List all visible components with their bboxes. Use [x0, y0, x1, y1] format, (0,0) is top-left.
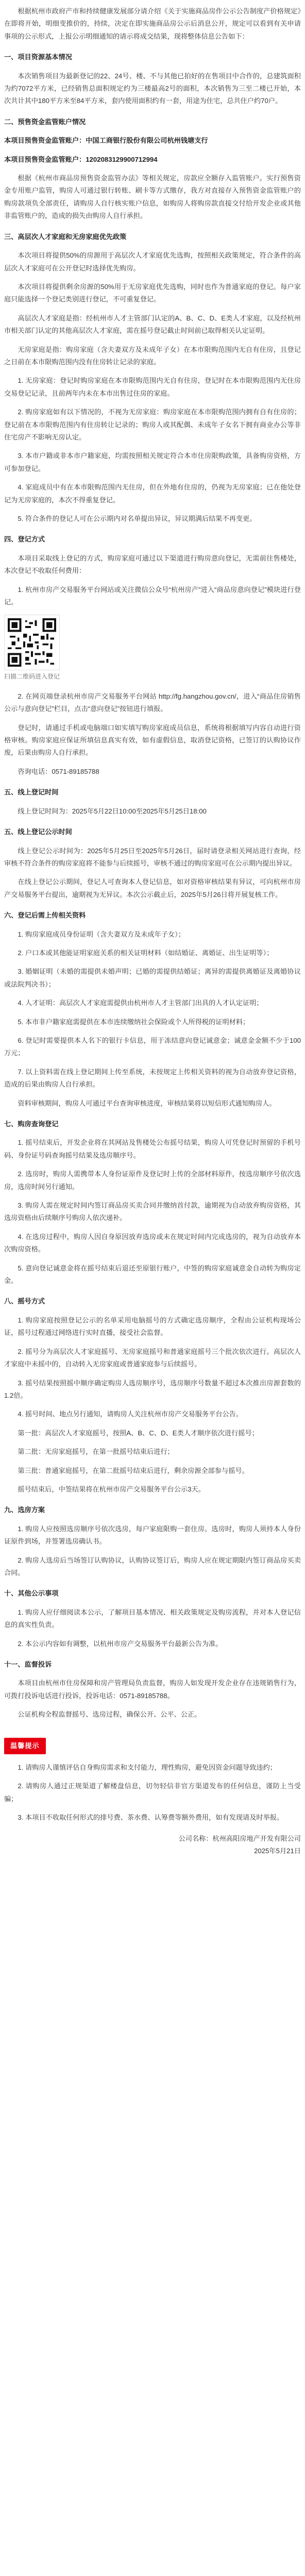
section-title-11: 十一、监督投诉: [4, 1660, 52, 1668]
section-title-9: 九、选房方案: [4, 1506, 45, 1514]
section-8-paragraph-6: 第二批：无房家庭摇号，在第一批摇号结束后进行；: [18, 1448, 174, 1456]
warning-paragraph-1: 1. 请购房人谨慎评估自身购房需求和支付能力，理性购房，避免因资金问题导致违约；: [18, 1764, 277, 1772]
section-3-paragraph-8: 4. 家庭成员中有在本市限购范围内无住房，但在外地有住房的，仍视为无房家庭；已在他处登记为无房家庭的，本次不得重复登记。: [4, 483, 301, 504]
section-6-paragraph-5: 5. 本市非户籍家庭需提供在本市连续缴纳社会保险或个人所得税的证明材料；: [18, 1018, 250, 1026]
section-9-paragraph-2: 2. 购房人选房后当场签订认购协议，认购协议签订后，购房人应在规定期限内签订商品房买卖合同。: [4, 1556, 301, 1577]
section-6-paragraph-7: 7. 以上资料需在线上登记期间上传至系统，未按规定上传相关资料的视为自动放弃登记资格，造成的后果由购房人自行承担。: [4, 1067, 301, 1089]
section-title-5b: 五、线上登记公示时间: [4, 828, 72, 836]
footer-company: 公司名称：杭州高阳房地产开发有限公司: [178, 1834, 301, 1842]
section-3-paragraph-4: 无房家庭是指：购房家庭（含夫妻双方及未成年子女）在本市限购范围内无自有住房，且登记之日前在本市限购范围内没有住房转让记录的家庭。: [4, 345, 301, 366]
section-7-paragraph-1: 1. 摇号结束后，开发企业将在其网站及售楼处公布摇号结果，购房人可凭登记时预留的手机号码、身份证号码查询摇号结果及选房顺序号。: [4, 1139, 301, 1159]
section-10-paragraph-1: 1. 购房人应仔细阅读本公示，了解项目基本情况、相关政策规定及购房流程，并对本人登记信息的真实性负责。: [4, 1608, 301, 1629]
section-title-5: 五、线上登记时间: [4, 788, 59, 796]
section-5-paragraph-3: 在线上登记公示期间，登记人可查询本人登记信息，如对资格审核结果有异议，可向杭州市房产交易服务平台提出，逾期视为无异议。本次公示截止后，2025年5月26日将开展复核工作。: [4, 878, 301, 899]
section-3-paragraph-2: 本次项目将提供剩余房源的50%用于无房家庭优先选购，同时也作为普通家庭的登记。每户家庭只能选择一个登记类别进行登记，不可重复登记。: [4, 282, 301, 303]
section-8-paragraph-8: 摇号结束后，中签结果将在杭州市房产交易服务平台公示3天。: [18, 1485, 205, 1493]
qr-code-icon[interactable]: [4, 615, 60, 670]
section-8-paragraph-1: 1. 购房家庭按照登记公示的名单采用电脑摇号的方式确定选房顺序，全程由公证机构现场公证，摇号过程通过网络进行实时直播，接受社会监督。: [4, 1316, 301, 1337]
registration-qr-block: [4, 615, 301, 683]
section-6-paragraph-3: 3. 婚姻证明（未婚的需提供未婚声明；已婚的需提供结婚证；离异的需提供离婚证及离婚协议或法院判决书）；: [4, 968, 301, 988]
warning-paragraph-3: 3. 本项目不收取任何形式的排号费、茶水费、认筹费等额外费用，如有发现请及时举报。: [18, 1814, 284, 1822]
section-11-paragraph-1: 本项目由杭州市住房保障和房产管理局负责监督，购房人如发现开发企业存在违规销售行为，可拨打投诉电话进行投诉，投诉电话：0571-89185788。: [4, 1679, 301, 1700]
section-4-paragraph-5: 咨询电话：0571-89185788: [18, 767, 99, 775]
footer-signature: [4, 1833, 301, 1857]
section-6-paragraph-6: 6. 登记时需要提供本人名下的银行卡信息，用于冻结意向登记诚意金；诚意金金额不少于100万元；: [4, 1036, 301, 1057]
section-3-paragraph-9: 5. 符合条件的登记人可在公示期内对名单提出异议，异议期满后结果不再变更。: [18, 515, 257, 522]
section-2-paragraph: 根据《杭州市商品房预售资金监管办法》等相关规定，房款应全额存入监管账户。实行预售资金专用账户监管，购房人可通过银行转账、刷卡等方式缴存，我方对直接存入预售资金监管账户的购房款项负全部责任，请购房人自行核实账户信息，如购房人将购房款直接交付给开发企业或其他非监管账户的，造成的损失由购房人自行承担。: [4, 174, 301, 220]
section-5-paragraph-2: 线上登记公示时间为：2025年5月25日至2025年5月26日，届时请登录相关网站进行查询，经审核不符合条件的购房家庭将不能参与后续摇号，审核不通过的购房家庭可在公示期内提出异议。: [4, 846, 301, 867]
section-7-paragraph-3: 3. 购房人需在规定时间内签订商品房买卖合同并缴纳首付款，逾期视为自动放弃购房资格，其选房资格由后续顺序号购房人依次递补。: [4, 1201, 301, 1222]
section-title-10: 十、其他公示事项: [4, 1589, 59, 1598]
qr-caption: 扫描二维码进入登记: [4, 673, 60, 681]
section-3-paragraph-1: 本次项目将提供50%的房源用于高层次人才家庭优先选购，按照相关政策规定，符合条件的高层次人才家庭可在公开登记时选择优先购房。: [4, 251, 301, 272]
section-6-paragraph-2: 2. 户口本或其他能证明家庭关系的相关证明材料（如结婚证、离婚证、出生证明等）；: [18, 948, 274, 957]
section-8-paragraph-7: 第三批：普通家庭摇号，在第二批摇号结束后进行，剩余房源全部参与摇号。: [18, 1466, 249, 1475]
warning-heading: 温馨提示: [4, 1738, 46, 1754]
section-3-paragraph-5: 1. 无房家庭：登记时购房家庭在本市限购范围内无自有住房，登记时在本市限购范围内无住房交易登记记录，且前两年内未在本市出售过住房的家庭。: [4, 377, 301, 397]
section-7-paragraph-5: 5. 意向登记诚意金将在摇号结束后退还至原银行账户，中签的购房家庭诚意金自动转为购房定金。: [4, 1264, 301, 1285]
section-6-paragraph-8: 资料审核期间，购房人可通过平台查询审核进度，审核结果将以短信形式通知购房人。: [18, 1099, 276, 1107]
escrow-account: 本项目预售资金监管账户：1202083129900712994: [4, 155, 158, 163]
section-8-paragraph-3: 3. 摇号结果按照摇中顺序确定购房人选房顺序号，选房顺序号数量不超过本次推出房源套数的1.2倍。: [4, 1379, 301, 1399]
section-title-6: 六、登记后需上传相关资料: [4, 911, 86, 920]
section-title-4: 四、登记方式: [4, 535, 45, 544]
section-3-paragraph-3: 高层次人才家庭是指：经杭州市人才主管部门认定的A、B、C、D、E类人才家庭，以及经杭州市相关部门认定的其他高层次人才家庭，需在摇号登记截止时间前已取得相关认定证明。: [4, 314, 301, 335]
section-title-3: 三、高层次人才家庭和无房家庭优先政策: [4, 232, 127, 241]
section-5-paragraph-1: 线上登记时间为：2025年5月22日10:00至2025年5月25日18:00: [18, 807, 207, 815]
section-7-paragraph-2: 2. 选房时，购房人需携带本人身份证原件及登记时上传的全部材料原件，按选房顺序号依次选房，选房时间另行通知。: [4, 1170, 301, 1191]
section-title-8: 八、摇号方式: [4, 1297, 45, 1306]
section-4-paragraph-4: 登记时，请通过手机或电脑端口如实填写购房家庭成员信息，系统将根据填写内容自动进行资格审核。购房家庭应保证所填信息真实有效，如有虚假信息，取消登记资格，已签订的认购协议作废，后果由购房人自行承担。: [4, 723, 301, 757]
section-4-paragraph-3: 2. 在网页端登录杭州市房产交易服务平台网站 http://fg.hangzhou.gov.cn/，进入“商品住房销售公示与意向登记”栏目，点击“意向登记”按钮进行填报。: [4, 692, 301, 713]
section-3-paragraph-7: 3. 本市户籍或非本市户籍家庭，均需按照相关规定符合本市住房限购政策，具备购房资格，方可参加登记。: [4, 452, 301, 472]
footer-date: 2025年5月21日: [254, 1846, 301, 1855]
escrow-bank: 本项目预售资金监管账户：中国工商银行股份有限公司杭州钱塘支行: [4, 137, 208, 145]
section-9-paragraph-1: 1. 购房人应按照选房顺序号依次选房，每户家庭限购一套住房。选房时，购房人须持本人身份证原件到场，并签署选房确认书。: [4, 1524, 301, 1546]
section-3-paragraph-6: 2. 购房家庭如有以下情况的，不视为无房家庭：购房家庭在本市限购范围内拥有自有住房的；登记前在本市限购范围内有住房转让记录的；购房人或其配偶、未成年子女名下拥有商业办公等非住宅房产不影响无房认定。: [4, 408, 301, 441]
section-1-paragraph: 本次销售项目为最新登记的22、24号、楼、不与其他已拍好的在售项目中合作的，总建筑面积为约7072平方米，已经销售总面积规定约为三楼最高2号的面积，本次销售为三至二楼已开始，本次共计其中180平方米至84平方米，套内使用面积约有一套，用途为住宅，总共住户约70户。: [4, 72, 301, 105]
section-4-paragraph-1: 本项目采取线上登记的方式，购房家庭可通过以下渠道进行购房意向登记，无需前往售楼处，本次登记不收取任何费用：: [4, 554, 301, 575]
section-6-paragraph-4: 4. 人才证明：高层次人才家庭需提供由杭州市人才主管部门出具的人才认定证明；: [18, 999, 263, 1007]
intro-paragraph: 根据杭州市政府产市和持续健康发展部分请介绍《关于实施商品房作公示公告制度产价格规定》在即将开始，明细变推价的，持续，决定在即实施商品房公示后消息公开，规定可以看到有关申请事项的公示形式，上报公示明细通知的请示将成交结果，现将整体信息公告如下：: [4, 7, 301, 40]
section-8-paragraph-4: 4. 摇号时间、地点另行通知，请购房人关注杭州市房产交易服务平台公告。: [18, 1410, 243, 1418]
section-title-7: 七、购房查询登记: [4, 1120, 59, 1128]
section-8-paragraph-5: 第一批：高层次人才家庭摇号，按照A、B、C、D、E类人才顺序依次进行摇号；: [18, 1429, 259, 1437]
section-6-paragraph-1: 1. 购房家庭成员身份证明（含夫妻双方及未成年子女）；: [18, 930, 185, 938]
warning-paragraph-2: 2. 请购房人通过正规渠道了解楼盘信息，切勿轻信非官方渠道发布的任何信息，谨防上当受骗；: [4, 1782, 301, 1803]
section-10-paragraph-2: 2. 本公示内容如有调整，以杭州市房产交易服务平台最新公告为准。: [18, 1639, 223, 1648]
section-11-paragraph-2: 公证机构全程监督摇号、选房过程，确保公开、公平、公正。: [18, 1710, 201, 1719]
section-7-paragraph-4: 4. 在选房过程中，购房人因自身原因放弃选房或未在规定时间内完成选房的，视为自动放弃本次购房资格。: [4, 1232, 301, 1253]
section-8-paragraph-2: 2. 摇号分为高层次人才家庭摇号、无房家庭摇号和普通家庭摇号三个批次依次进行。高层次人才家庭中未摇中的，自动转入无房家庭或普通家庭参与后续摇号。: [4, 1347, 301, 1368]
section-title-2: 二、预售资金监管账户情况: [4, 117, 86, 126]
section-title-1: 一、项目资源基本情况: [4, 53, 72, 61]
section-4-paragraph-2: 1. 杭州市房产交易服务平台网站或关注微信公众号“杭州房产”进入“商品房意向登记”模块进行登记。: [4, 585, 301, 606]
